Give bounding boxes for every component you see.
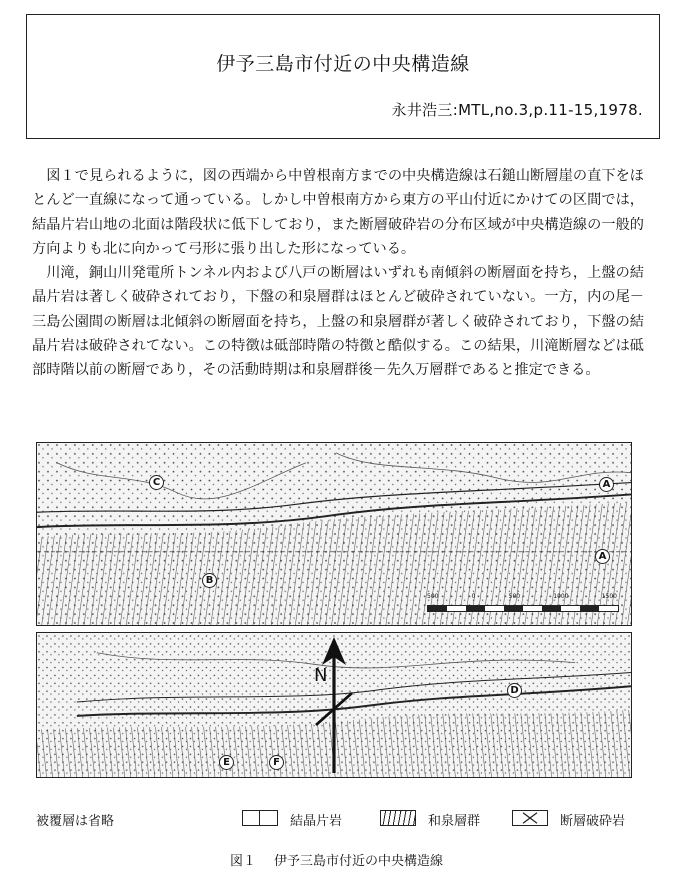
scale-bar-graphic <box>427 605 619 612</box>
map-figure <box>36 442 636 778</box>
fault-breccia-swatch-icon <box>512 810 548 826</box>
scale-tick: 1500 <box>601 593 617 600</box>
body-text <box>32 164 644 383</box>
figure-number: 図１ <box>229 854 256 869</box>
legend-label: 結晶片岩 <box>290 814 343 829</box>
map-label: B <box>202 573 217 588</box>
izumi-group-swatch-icon <box>380 810 416 826</box>
north-arrow-icon <box>37 633 631 777</box>
scale-bar <box>427 593 617 621</box>
header-box <box>26 14 660 139</box>
scale-tick: 0 <box>471 593 476 600</box>
legend-label: 和泉層群 <box>428 814 481 829</box>
map-label: F <box>269 755 284 770</box>
document-title: 伊予三島市付近の中央構造線 <box>216 53 470 75</box>
legend-label: 断層破砕岩 <box>560 814 626 829</box>
map-label: A <box>595 549 610 564</box>
crystalline-schist-swatch-icon <box>242 810 278 826</box>
north-symbol: N <box>314 665 328 686</box>
paragraph: 川滝，銅山川発電所トンネル内および八戸の断層はいずれも南傾斜の断層面を持ち，上盤の結晶片岩は著しく破砕されており，下盤の和泉層群はほとんど破砕されていない。一方，内の尾－三島公園間の断層は北傾斜の断層面を持ち，上盤の和泉層群が著しく破砕されており，下盤の結晶片岩は破砕されてない。この特徴は砥部時階の特徴と酷似する。この結果，川滝断層などは砥部時階以前の断層であり，その活動時期は和泉層群後－先久万層群であると推定できる。 <box>32 265 644 379</box>
map-panel-top <box>36 442 632 626</box>
scale-tick: 500 <box>427 593 439 600</box>
legend-note: 被覆層は省略 <box>36 814 115 829</box>
figure-caption <box>0 850 673 869</box>
scale-tick: 1000 <box>553 593 569 600</box>
map-panel-bottom <box>36 632 632 778</box>
figure-caption-text: 伊予三島市付近の中央構造線 <box>274 854 444 869</box>
map-label: A <box>599 477 614 492</box>
citation: 永井浩三:MTL,no.3,p.11-15,1978. <box>391 101 643 119</box>
map-label: C <box>149 475 164 490</box>
paragraph: 図１で見られるように，図の西端から中曽根南方までの中央構造線は石鎚山断層崖の直下をほとんど一直線になって通っている。しかし中曽根南方から東方の平山付近にかけての区間では，結晶片岩山地の北面は階段状に低下しており，また断層破砕岩の分布区域が中央構造線の一般的方向よりも北に向かって弓形に張り出した形になっている。 <box>32 168 644 257</box>
map-label: E <box>219 755 234 770</box>
map-label: D <box>507 683 522 698</box>
scale-tick: 500 <box>508 593 521 600</box>
legend <box>30 808 650 830</box>
